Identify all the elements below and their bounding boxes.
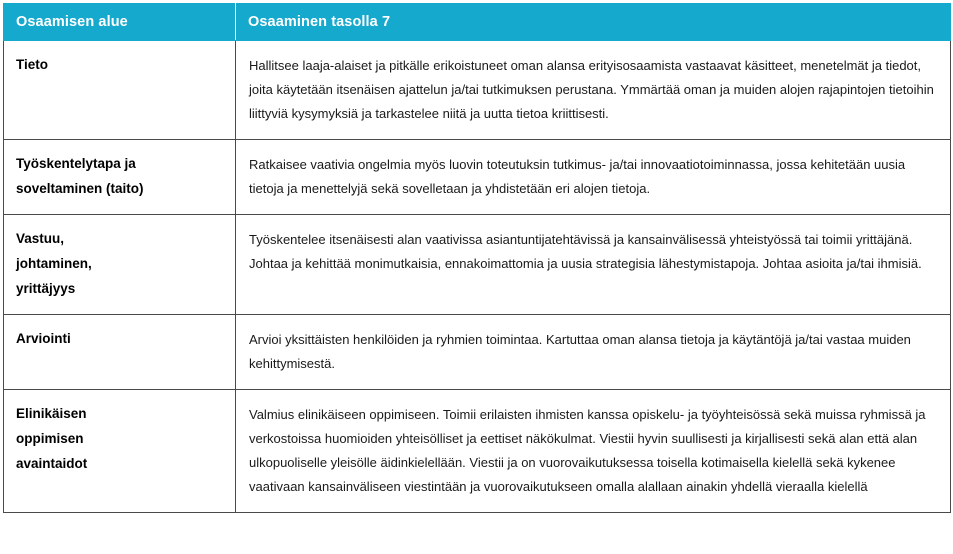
table-row: [4, 315, 951, 390]
table-row: [4, 140, 951, 215]
table-header: [4, 4, 951, 41]
area-cell: [4, 215, 236, 315]
area-label-line: Vastuu,: [16, 231, 65, 247]
description-cell: Arvioi yksittäisten henkilöiden ja ryhmien toimintaa. Kartuttaa oman alansa tietoja ja käytäntöjä ja/tai vastaa muiden kehittymisestä.: [236, 315, 951, 390]
area-cell: [4, 390, 236, 513]
area-cell: [4, 140, 236, 215]
competence-table: [3, 3, 951, 513]
area-label-line: soveltaminen (taito): [16, 181, 144, 197]
description-cell: Työskentelee itsenäisesti alan vaativissa asiantuntijatehtävissä ja kansainvälisessä yhteistyössä tai toimii yrittäjänä. Johtaa ja kehittää monimutkaisia, ennakoimattomia ja uusia strategisia lähestymistapoja. Johtaa asioita ja/tai ihmisiä.: [236, 215, 951, 315]
area-label-line: yrittäjyys: [16, 281, 76, 297]
competence-table-container: [0, 3, 953, 513]
table-row: [4, 41, 951, 140]
description-cell: Hallitsee laaja-alaiset ja pitkälle erikoistuneet oman alansa erityisosaamista vastaavat käsitteet, menetelmät ja tiedot, joita käytetään itsenäisen ajattelun ja/tai tutkimuksen perustana. Ymmärtää oman ja muiden alojen rajapintojen tietoihin liittyviä kysymyksiä ja tarkastelee niitä ja uutta tietoa kriittisesti.: [236, 41, 951, 140]
column-header-area: Osaamisen alue: [4, 4, 236, 41]
description-cell: Valmius elinikäiseen oppimiseen. Toimii erilaisten ihmisten kanssa opiskelu- ja työyhteisössä sekä muissa ryhmissä ja verkostoissa huomioiden yhteisölliset ja eettiset näkökulmat. Viestii hyvin suullisesti ja kirjallisesti sekä alan että alan ulkopuoliselle yleisölle äidinkielellään. Viestii ja on vuorovaikutuksessa toisella kotimaisella kielellä sekä kykenee vaativaan kansainväliseen viestintään ja vuorovaikutukseen omalla alallaan ainakin yhdellä vieraalla kielellä: [236, 390, 951, 513]
area-label-line: oppimisen: [16, 431, 84, 447]
area-label-line: johtaminen,: [16, 256, 92, 272]
table-header-row: [4, 4, 951, 41]
area-label-line: Arviointi: [16, 331, 71, 347]
area-label-line: Elinikäisen: [16, 406, 87, 422]
description-cell: Ratkaisee vaativia ongelmia myös luovin toteutuksin tutkimus- ja/tai innovaatiotoiminnassa, jossa kehitetään uusia tietoja ja menettelyjä sekä sovelletaan ja yhdistetään eri alojen tietoja.: [236, 140, 951, 215]
table-row: [4, 215, 951, 315]
area-label-line: avaintaidot: [16, 456, 88, 472]
area-label-line: Työskentelytapa ja: [16, 156, 136, 172]
table-body: [4, 41, 951, 513]
area-cell: [4, 315, 236, 390]
table-row: [4, 390, 951, 513]
area-label-line: Tieto: [16, 57, 49, 72]
area-cell: [4, 41, 236, 140]
column-header-level: Osaaminen tasolla 7: [236, 4, 951, 41]
